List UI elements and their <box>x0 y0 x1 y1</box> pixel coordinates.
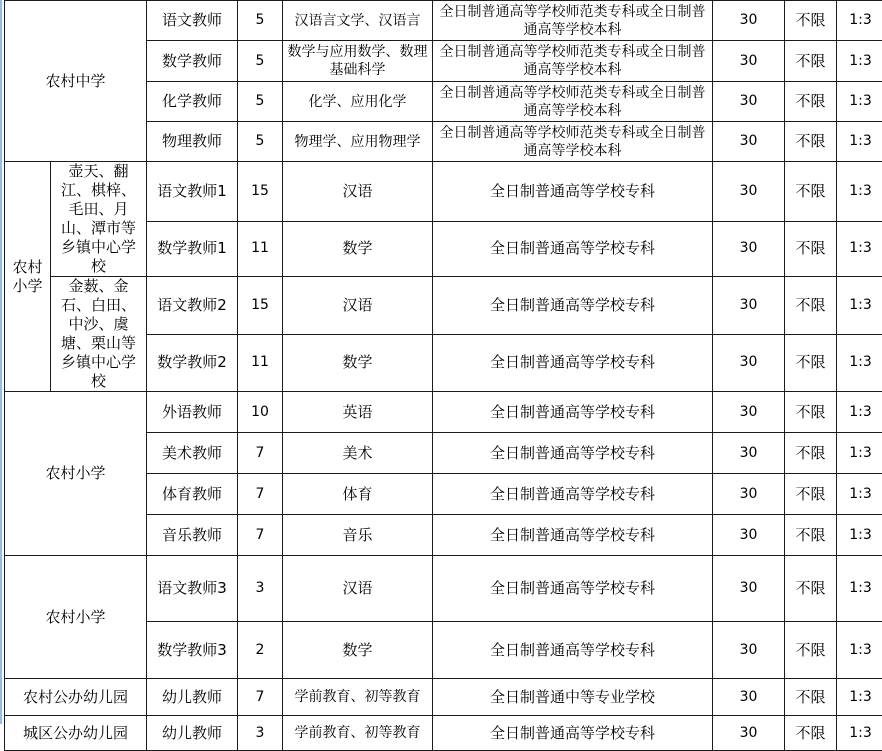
major-cell[interactable]: 汉语 <box>283 162 433 222</box>
major-cell[interactable]: 美术 <box>283 433 433 474</box>
ratio-cell[interactable]: 1:3 <box>837 474 882 515</box>
post-cell[interactable]: 音乐教师 <box>147 515 238 556</box>
education-cell[interactable]: 全日制普通高等学校专科 <box>433 716 713 751</box>
other-cell[interactable]: 不限 <box>785 41 837 82</box>
other-cell[interactable]: 不限 <box>785 122 837 162</box>
other-cell[interactable]: 不限 <box>785 82 837 122</box>
ratio-cell[interactable]: 1:3 <box>837 122 882 162</box>
post-cell[interactable]: 物理教师 <box>147 122 238 162</box>
count-cell[interactable]: 2 <box>238 622 283 679</box>
ratio-cell[interactable]: 1:3 <box>837 277 882 335</box>
ratio-cell[interactable]: 1:3 <box>837 433 882 474</box>
count-cell[interactable]: 3 <box>238 716 283 751</box>
age-cell[interactable]: 30 <box>713 392 785 433</box>
major-cell[interactable]: 学前教育、初等教育 <box>283 679 433 716</box>
count-cell[interactable]: 7 <box>238 433 283 474</box>
education-cell[interactable]: 全日制普通高等学校师范类专科或全日制普通高等学校本科 <box>433 122 713 162</box>
post-cell[interactable]: 数学教师3 <box>147 622 238 679</box>
other-cell[interactable]: 不限 <box>785 392 837 433</box>
other-cell[interactable]: 不限 <box>785 679 837 716</box>
education-cell[interactable]: 全日制普通高等学校专科 <box>433 277 713 335</box>
education-cell[interactable]: 全日制普通高等学校专科 <box>433 221 713 276</box>
major-cell[interactable]: 数学 <box>283 622 433 679</box>
major-cell[interactable]: 汉语言文学、汉语言 <box>283 1 433 41</box>
age-cell[interactable]: 30 <box>713 162 785 222</box>
table-row <box>5 679 882 716</box>
age-cell[interactable]: 30 <box>713 122 785 162</box>
unit-cell[interactable]: 农村中学 <box>5 1 147 162</box>
table-row <box>5 556 882 622</box>
education-cell[interactable]: 全日制普通高等学校师范类专科或全日制普通高等学校本科 <box>433 41 713 82</box>
ratio-cell[interactable]: 1:3 <box>837 41 882 82</box>
age-cell[interactable]: 30 <box>713 716 785 751</box>
age-cell[interactable]: 30 <box>713 679 785 716</box>
education-cell[interactable]: 全日制普通高等学校专科 <box>433 433 713 474</box>
post-cell[interactable]: 语文教师 <box>147 1 238 41</box>
ratio-cell[interactable]: 1:3 <box>837 679 882 716</box>
age-cell[interactable]: 30 <box>713 221 785 276</box>
post-cell[interactable]: 语文教师1 <box>147 162 238 222</box>
education-cell[interactable]: 全日制普通高等学校专科 <box>433 334 713 392</box>
unit-cell[interactable]: 农村小学 <box>5 162 51 392</box>
post-cell[interactable]: 外语教师 <box>147 392 238 433</box>
table-row <box>5 277 882 335</box>
table-row <box>5 392 882 433</box>
age-cell[interactable]: 30 <box>713 334 785 392</box>
other-cell[interactable]: 不限 <box>785 162 837 222</box>
table-row <box>5 162 882 222</box>
other-cell[interactable]: 不限 <box>785 716 837 751</box>
other-cell[interactable]: 不限 <box>785 221 837 276</box>
count-cell[interactable]: 5 <box>238 82 283 122</box>
post-cell[interactable]: 数学教师1 <box>147 221 238 276</box>
major-cell[interactable]: 数学 <box>283 221 433 276</box>
subunit-cell[interactable]: 金薮、金石、白田、中沙、虞塘、栗山等乡镇中心学校 <box>51 277 147 392</box>
other-cell[interactable]: 不限 <box>785 1 837 41</box>
count-cell[interactable]: 7 <box>238 679 283 716</box>
count-cell[interactable]: 5 <box>238 41 283 82</box>
post-cell[interactable]: 美术教师 <box>147 433 238 474</box>
other-cell[interactable]: 不限 <box>785 556 837 622</box>
count-cell[interactable]: 7 <box>238 474 283 515</box>
count-cell[interactable]: 5 <box>238 122 283 162</box>
count-cell[interactable]: 7 <box>238 515 283 556</box>
major-cell[interactable]: 学前教育、初等教育 <box>283 716 433 751</box>
education-cell[interactable]: 全日制普通中等专业学校 <box>433 679 713 716</box>
post-cell[interactable]: 幼儿教师 <box>147 679 238 716</box>
count-cell[interactable]: 11 <box>238 221 283 276</box>
major-cell[interactable]: 物理学、应用物理学 <box>283 122 433 162</box>
age-cell[interactable]: 30 <box>713 515 785 556</box>
major-cell[interactable]: 英语 <box>283 392 433 433</box>
major-cell[interactable]: 汉语 <box>283 277 433 335</box>
education-cell[interactable]: 全日制普通高等学校专科 <box>433 162 713 222</box>
post-cell[interactable]: 幼儿教师 <box>147 716 238 751</box>
post-cell[interactable]: 化学教师 <box>147 82 238 122</box>
education-cell[interactable]: 全日制普通高等学校师范类专科或全日制普通高等学校本科 <box>433 1 713 41</box>
table-row <box>5 1 882 41</box>
ratio-cell[interactable]: 1:3 <box>837 82 882 122</box>
recruitment-table <box>4 0 882 751</box>
count-cell[interactable]: 5 <box>238 1 283 41</box>
other-cell[interactable]: 不限 <box>785 622 837 679</box>
age-cell[interactable]: 30 <box>713 474 785 515</box>
other-cell[interactable]: 不限 <box>785 515 837 556</box>
age-cell[interactable]: 30 <box>713 556 785 622</box>
count-cell[interactable]: 15 <box>238 162 283 222</box>
age-cell[interactable]: 30 <box>713 433 785 474</box>
major-cell[interactable]: 数学与应用数学、数理基础科学 <box>283 41 433 82</box>
ratio-cell[interactable]: 1:3 <box>837 556 882 622</box>
count-cell[interactable]: 10 <box>238 392 283 433</box>
post-cell[interactable]: 数学教师 <box>147 41 238 82</box>
age-cell[interactable]: 30 <box>713 41 785 82</box>
age-cell[interactable]: 30 <box>713 1 785 41</box>
ratio-cell[interactable]: 1:3 <box>837 515 882 556</box>
unit-cell[interactable]: 农村小学 <box>5 392 147 556</box>
education-cell[interactable]: 全日制普通高等学校专科 <box>433 622 713 679</box>
age-cell[interactable]: 30 <box>713 622 785 679</box>
major-cell[interactable]: 音乐 <box>283 515 433 556</box>
post-cell[interactable]: 语文教师2 <box>147 277 238 335</box>
ratio-cell[interactable]: 1:3 <box>837 334 882 392</box>
unit-cell[interactable]: 城区公办幼儿园 <box>5 716 147 751</box>
education-cell[interactable]: 全日制普通高等学校师范类专科或全日制普通高等学校本科 <box>433 82 713 122</box>
other-cell[interactable]: 不限 <box>785 433 837 474</box>
ratio-cell[interactable]: 1:3 <box>837 1 882 41</box>
ratio-cell[interactable]: 1:3 <box>837 162 882 222</box>
other-cell[interactable]: 不限 <box>785 474 837 515</box>
major-cell[interactable]: 化学、应用化学 <box>283 82 433 122</box>
ratio-cell[interactable]: 1:3 <box>837 221 882 276</box>
count-cell[interactable]: 15 <box>238 277 283 335</box>
education-cell[interactable]: 全日制普通高等学校专科 <box>433 556 713 622</box>
unit-cell[interactable]: 农村公办幼儿园 <box>5 679 147 716</box>
unit-cell[interactable]: 农村小学 <box>5 556 147 679</box>
major-cell[interactable]: 体育 <box>283 474 433 515</box>
age-cell[interactable]: 30 <box>713 82 785 122</box>
subunit-cell[interactable]: 壶天、翻江、棋梓、毛田、月山、潭市等乡镇中心学校 <box>51 162 147 277</box>
education-cell[interactable]: 全日制普通高等学校专科 <box>433 474 713 515</box>
other-cell[interactable]: 不限 <box>785 277 837 335</box>
ratio-cell[interactable]: 1:3 <box>837 622 882 679</box>
post-cell[interactable]: 语文教师3 <box>147 556 238 622</box>
count-cell[interactable]: 11 <box>238 334 283 392</box>
post-cell[interactable]: 体育教师 <box>147 474 238 515</box>
education-cell[interactable]: 全日制普通高等学校专科 <box>433 515 713 556</box>
ratio-cell[interactable]: 1:3 <box>837 716 882 751</box>
other-cell[interactable]: 不限 <box>785 334 837 392</box>
post-cell[interactable]: 数学教师2 <box>147 334 238 392</box>
table-row <box>5 716 882 751</box>
major-cell[interactable]: 汉语 <box>283 556 433 622</box>
education-cell[interactable]: 全日制普通高等学校专科 <box>433 392 713 433</box>
count-cell[interactable]: 3 <box>238 556 283 622</box>
ratio-cell[interactable]: 1:3 <box>837 392 882 433</box>
age-cell[interactable]: 30 <box>713 277 785 335</box>
major-cell[interactable]: 数学 <box>283 334 433 392</box>
